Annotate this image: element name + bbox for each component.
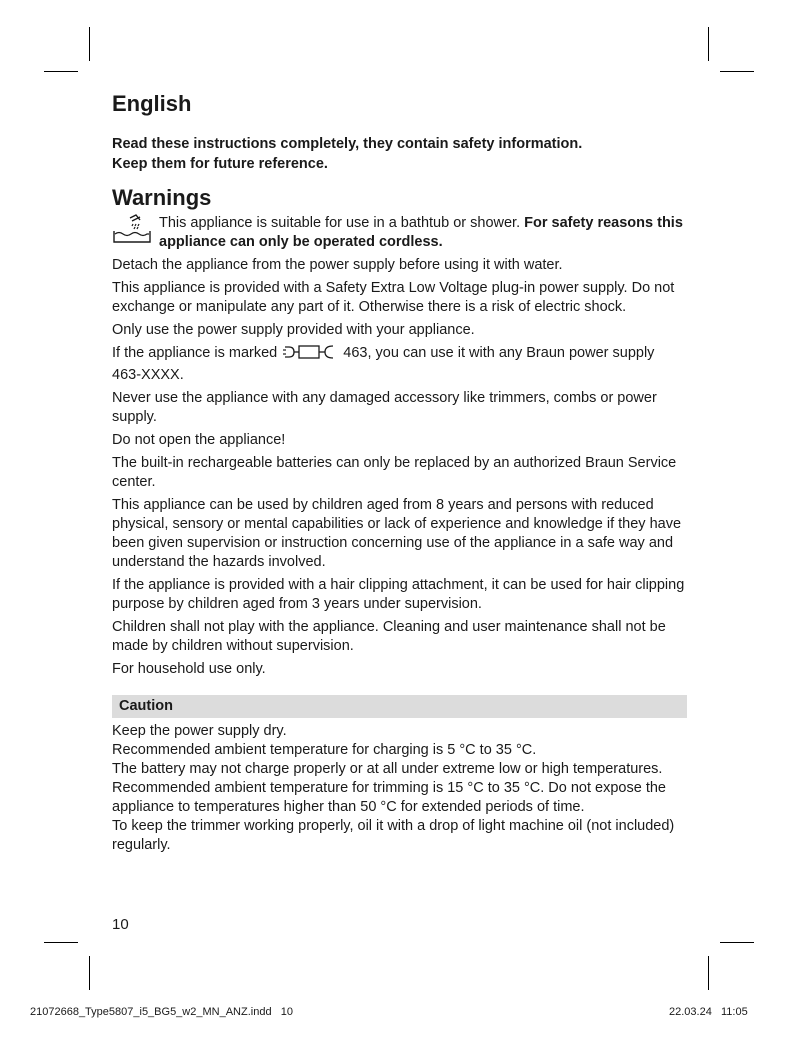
warning-hair-clipping: If the appliance is provided with a hair clipping attachment, it can be used for hair clipping purpose by children aged from 3 years under supervision. (112, 577, 685, 612)
shower-notice-plain: This appliance is suitable for use in a bathtub or shower. (159, 215, 525, 231)
warning-marked-463 (112, 344, 687, 385)
crop-mark-top-left-vertical (89, 27, 90, 61)
caution-heading: Caution (112, 695, 687, 718)
manual-page-content (112, 88, 687, 855)
intro-line-2: Keep them for future reference. (112, 156, 328, 172)
shower-notice-bold: For safety reasons this appliance can only be operated cordless. (159, 215, 683, 250)
caution-battery-extreme: The battery may not charge properly or at all under extreme low or high temperatures. (112, 761, 663, 777)
crop-mark-top-right-vertical (708, 27, 709, 61)
warning-selv: This appliance is provided with a Safety Extra Low Voltage plug-in power supply. Do not exchange or manipulate any part of it. Otherwise there is a risk of electric shock. (112, 280, 675, 315)
warning-children-persons: This appliance can be used by children aged from 8 years and persons with reduced physical, sensory or mental capabilities or lack of experience and knowledge if they have been given supervision or instruction concerning use of the appliance in a safe way and understand the hazards involved. (112, 497, 682, 570)
crop-mark-bottom-right-vertical (708, 956, 709, 990)
shower-bathtub-icon (112, 214, 152, 252)
crop-mark-top-right-horizontal (720, 71, 754, 72)
warning-household: For household use only. (112, 661, 266, 677)
warning-damaged-accessory: Never use the appliance with any damaged accessory like trimmers, combs or power supply. (112, 390, 657, 425)
print-date-slug: 22.03.24 11:05 (669, 1006, 748, 1018)
page-number: 10 (112, 916, 129, 933)
crop-mark-bottom-left-horizontal (44, 942, 78, 943)
marked-text-before: If the appliance is marked (112, 345, 282, 361)
caution-dry: Keep the power supply dry. (112, 723, 287, 739)
language-heading: English (112, 91, 192, 116)
power-supply-plug-icon (283, 344, 337, 366)
warning-use-supplied: Only use the power supply provided with your appliance. (112, 322, 475, 338)
marked-text-after: 463, you can use it with any Braun power supply 463-XXXX. (112, 345, 655, 383)
warning-detach: Detach the appliance from the power supply before using it with water. (112, 257, 563, 273)
caution-oil: To keep the trimmer working properly, oil it with a drop of light machine oil (not included) regularly. (112, 818, 675, 853)
intro-line-1: Read these instructions completely, they contain safety information. (112, 136, 583, 152)
print-file-slug: 21072668_Type5807_i5_BG5_w2_MN_ANZ.indd 10 (30, 1006, 293, 1018)
shower-symbol-row (112, 214, 687, 252)
warning-batteries: The built-in rechargeable batteries can only be replaced by an authorized Braun Service center. (112, 455, 677, 490)
warnings-heading: Warnings (112, 185, 212, 210)
warning-do-not-open: Do not open the appliance! (112, 432, 286, 448)
caution-charging-temp: Recommended ambient temperature for charging is 5 °C to 35 °C. (112, 742, 537, 758)
warning-children-play: Children shall not play with the appliance. Cleaning and user maintenance shall not be made by children without supervision. (112, 619, 666, 654)
caution-trimming-temp: Recommended ambient temperature for trimming is 15 °C to 35 °C. Do not expose the appliance to temperatures higher than 50 °C for extended periods of time. (112, 780, 666, 815)
shower-notice-text (159, 214, 687, 252)
crop-mark-top-left-horizontal (44, 71, 78, 72)
crop-mark-bottom-left-vertical (89, 956, 90, 990)
crop-mark-bottom-right-horizontal (720, 942, 754, 943)
